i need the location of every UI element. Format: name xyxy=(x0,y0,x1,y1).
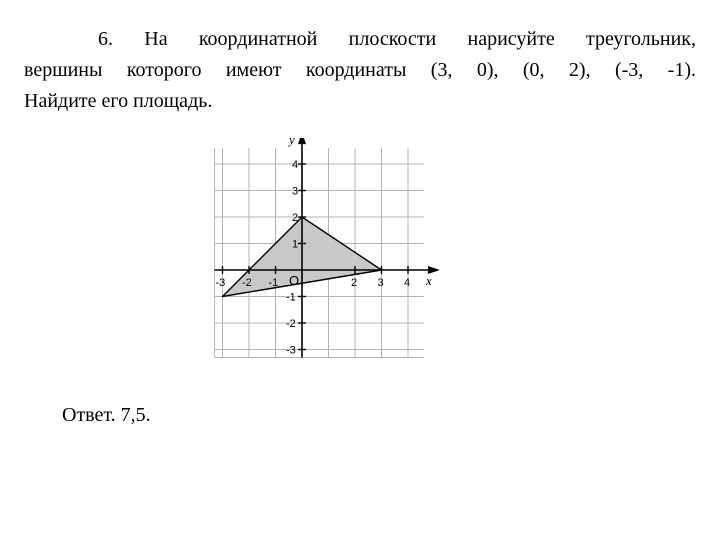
x-axis-label: x xyxy=(425,273,432,288)
coordinate-plane-figure xyxy=(205,138,455,360)
problem-line-3: Найдите его площадь. xyxy=(24,90,213,112)
y-tick-label: 2 xyxy=(292,212,299,224)
x-tick-label: 2 xyxy=(351,277,358,289)
x-tick-label: 3 xyxy=(377,277,384,289)
y-tick-label: 3 xyxy=(292,185,299,198)
y-axis-arrow xyxy=(298,138,306,144)
x-tick-label: -2 xyxy=(242,277,252,289)
y-tick-label: -3 xyxy=(286,344,296,357)
problem-statement xyxy=(24,24,696,117)
x-tick-label: 4 xyxy=(404,277,411,289)
problem-line-1: 6. На координатной плоскости нарисуйте треугольник, xyxy=(98,28,696,50)
problem-line-2: вершины которого имеют координаты (3, 0), (0, 2), (-3, -1). xyxy=(24,59,696,81)
y-tick-label: -1 xyxy=(286,291,296,304)
answer: Ответ. 7,5. xyxy=(62,404,151,426)
y-tick-label: -2 xyxy=(286,318,296,330)
x-tick-label: -3 xyxy=(215,277,226,289)
origin-label: O xyxy=(289,273,300,288)
coordinate-plane xyxy=(205,138,455,360)
y-axis-label: y xyxy=(289,138,295,148)
y-tick-label: 4 xyxy=(292,159,299,171)
y-tick-label: 1 xyxy=(292,238,299,251)
x-tick-label: -1 xyxy=(268,277,279,289)
